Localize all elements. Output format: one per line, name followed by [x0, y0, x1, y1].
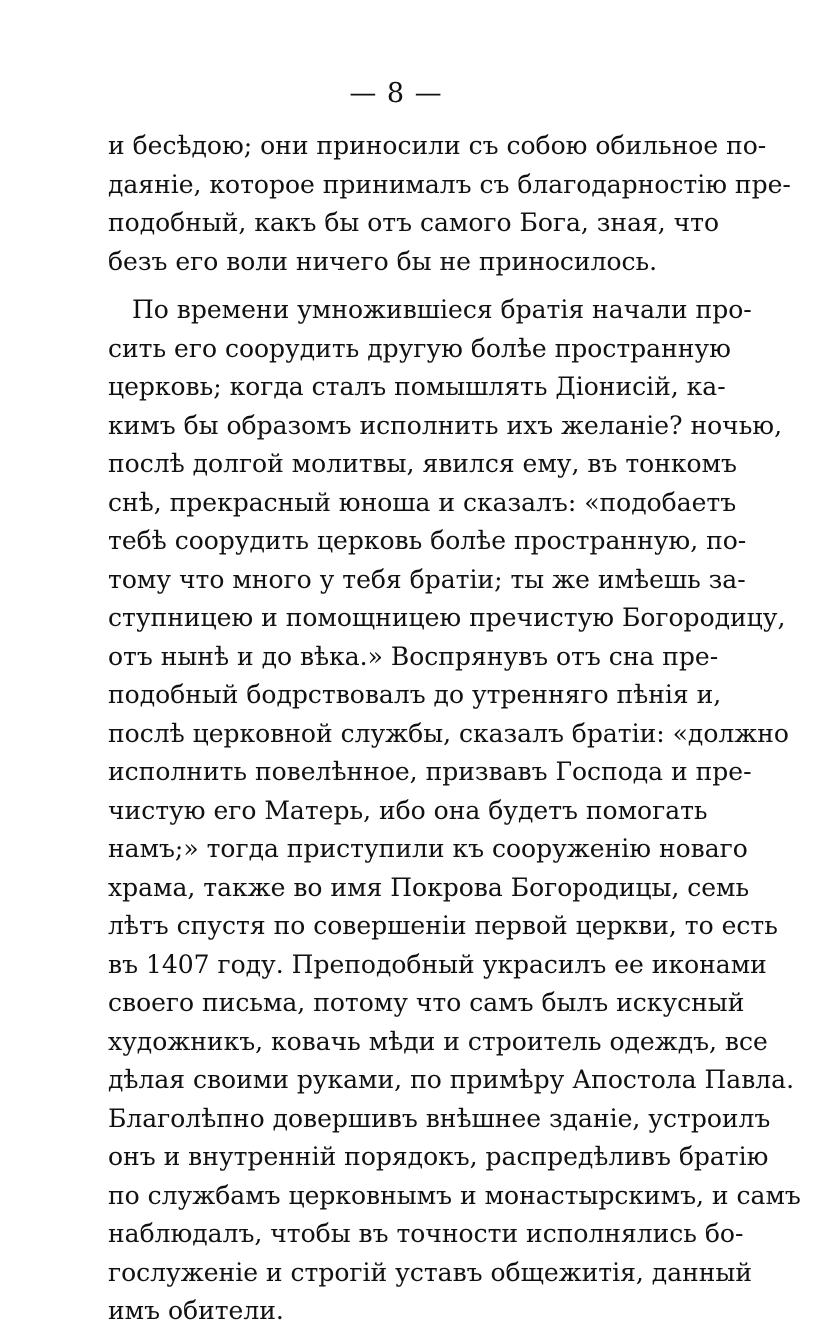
- text-line: Благолѣпно довершивъ внѣшнее зданіе, устроилъ: [108, 1103, 771, 1133]
- text-line: художникъ, ковачь мѣди и строитель одеждъ, все: [108, 1026, 768, 1056]
- text-line: гослуженіе и строгій уставъ общежитія, данный: [108, 1257, 752, 1287]
- text-line: имъ обители.: [108, 1296, 284, 1325]
- text-line: храма, также во имя Покрова Богородицы, семь: [108, 872, 750, 902]
- paragraph-1: [108, 127, 791, 281]
- text-line: лѣтъ спустя по совершеніи первой церкви, то есть: [108, 911, 778, 940]
- text-line: По времени умножившіеся братія начали про-: [132, 295, 752, 324]
- text-line: своего письма, потому что самъ былъ искусный: [108, 988, 745, 1017]
- text-line: послѣ церковной службы, сказалъ братіи: «должно: [108, 718, 789, 748]
- text-line: даяніе, которое принималъ съ благодарностію пре-: [108, 169, 791, 199]
- text-line: въ 1407 году. Преподобный украсилъ ее иконами: [108, 949, 767, 979]
- body-text: [108, 127, 801, 1331]
- text-line: и бесѣдою; они приносили съ собою обильное по-: [108, 131, 767, 160]
- text-line: тебѣ соорудить церковь болѣе пространную, по-: [108, 526, 747, 555]
- text-line: снѣ, прекрасный юноша и сказалъ: «подобаетъ: [108, 487, 737, 517]
- text-line: подобный, какъ бы отъ самого Бога, зная, что: [108, 208, 720, 237]
- text-line: намъ;» тогда приступили къ сооруженію новаго: [108, 834, 748, 863]
- text-line: кимъ бы образомъ исполнить ихъ желаніе? ночью,: [108, 410, 783, 440]
- text-line: ступницею и помощницею пречистую Богородицу,: [108, 603, 786, 632]
- paragraph-gap: [108, 281, 696, 291]
- text-line: безъ его воли ничего бы не приносилось.: [108, 246, 658, 276]
- text-line: онъ и внутренній порядокъ, распредѣливъ братію: [108, 1142, 769, 1171]
- text-line: наблюдалъ, чтобы въ точности исполнялись бо-: [108, 1219, 744, 1248]
- text-line: послѣ долгой молитвы, явился ему, въ тонкомъ: [108, 449, 737, 478]
- text-line: отъ нынѣ и до вѣка.» Воспрянувъ отъ сна пре-: [108, 641, 719, 671]
- text-line: тому что много у тебя братіи; ты же имѣешь за-: [108, 564, 746, 594]
- text-line: подобный бодрствовалъ до утренняго пѣнія и,: [108, 680, 722, 709]
- text-line: по службамъ церковнымъ и монастырскимъ, и самъ: [108, 1180, 801, 1210]
- text-line: дѣлая своими руками, по примѣру Апостола Павла.: [108, 1065, 795, 1094]
- text-line: исполнить повелѣнное, призвавъ Господа и пре-: [108, 757, 752, 786]
- page-number: — 8 —: [349, 78, 443, 109]
- text-line: церковь; когда сталъ помышлять Діонисій, ка-: [108, 372, 726, 401]
- text-line: сить его соорудить другую болѣе пространную: [108, 333, 731, 363]
- paragraph-2: [108, 291, 801, 1331]
- text-line: чистую его Матерь, ибо она будетъ помогать: [108, 795, 708, 825]
